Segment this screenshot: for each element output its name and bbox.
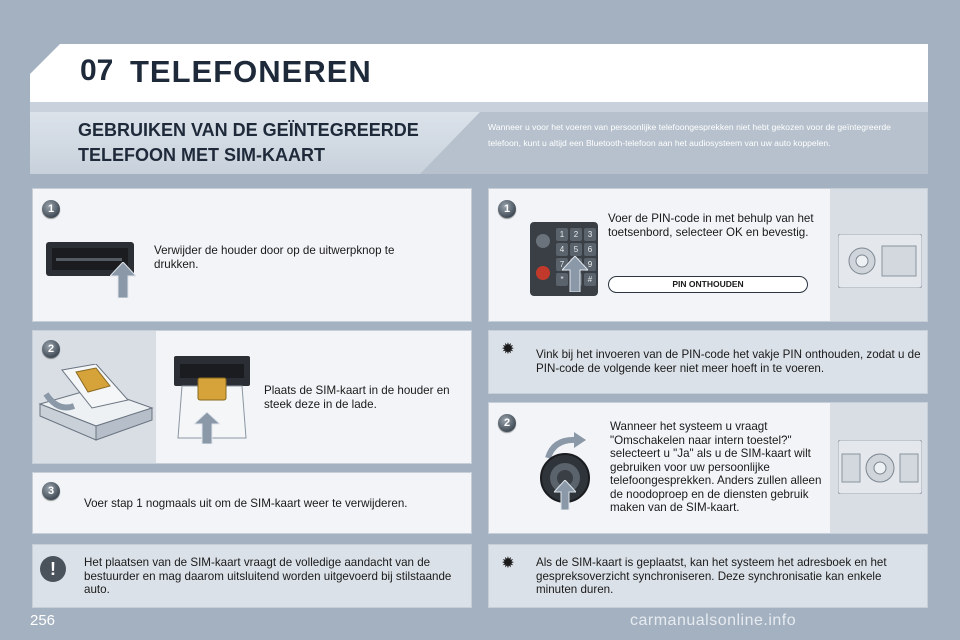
keypad-key: 5 <box>570 243 582 256</box>
tip-1-text: Vink bij het invoeren van de PIN-code het vakje PIN onthouden, zodat u de PIN-code de volgende keer niet meer hoeft in te voeren. <box>536 348 921 375</box>
insert-arrow-icon <box>194 412 220 444</box>
step-1-text: Verwijder de houder door op de uitwerpknop te drukken. <box>154 244 395 271</box>
keypad-key: 4 <box>556 243 568 256</box>
step-badge-2: 2 <box>42 340 60 358</box>
keypad-key: 1 <box>556 228 568 241</box>
keypad-key: 2 <box>570 228 582 241</box>
step-badge-1: 1 <box>42 200 60 218</box>
warning-icon: ! <box>40 556 66 582</box>
section-title: GEBRUIKEN VAN DE GEÏNTEGREERDE TELEFOON MET SIM-KAART <box>78 120 419 165</box>
step-badge-pin: 1 <box>498 200 516 218</box>
keypad-key: * <box>556 273 568 286</box>
call-icon <box>536 234 550 248</box>
lightbulb-icon: ✹ <box>501 341 515 358</box>
hangup-icon <box>536 266 550 280</box>
step-badge-switch: 2 <box>498 414 516 432</box>
page-number: 256 <box>30 612 56 629</box>
keypad-key: 6 <box>584 243 596 256</box>
tip-2-text: Als de SIM-kaart is geplaatst, kan het systeem het adresboek en het gespreksoverzicht synchroniseren. Deze synchronisatie kan enkele minuten duren. <box>536 556 887 596</box>
radio-panel-illustration-2 <box>838 440 922 494</box>
keypad-key: 3 <box>584 228 596 241</box>
keypad-key: # <box>584 273 596 286</box>
lightbulb-icon: ✹ <box>501 555 515 572</box>
step-badge-3: 3 <box>42 482 60 500</box>
sim-tray-illustration <box>36 364 154 446</box>
chapter-number: 07 <box>80 54 114 87</box>
radio-panel-illustration <box>838 234 922 288</box>
keypad-key: 9 <box>584 258 596 271</box>
switch-step-text: Wanneer het systeem u vraagt "Omschakelen naar intern toestel?" selecteert u "Ja" als u de SIM-kaart wilt gebruiken voor uw persoonlijke telefoongesprekken. Anders zullen alleen de noodoproep en de diensten gebruik maken van de SIM-kaart. <box>610 420 822 514</box>
push-arrow-icon <box>110 262 136 298</box>
header-divider <box>30 102 928 112</box>
intro-text: Wanneer u voor het voeren van persoonlijke telefoongesprekken niet hebt gekozen voor de geïntegreerde telefoon, kunt u altijd een Bluetooth-telefoon aan het audiosysteem van uw auto koppelen. <box>488 122 891 148</box>
chapter-title: TELEFONEREN <box>130 54 372 89</box>
pin-onthouden-button[interactable]: PIN ONTHOUDEN <box>608 276 808 293</box>
warning-text: Het plaatsen van de SIM-kaart vraagt de volledige aandacht van de bestuurder en mag daarom uitsluitend worden uitgevoerd bij stilstaande auto. <box>84 556 452 596</box>
keypad-key: 7 <box>556 258 568 271</box>
watermark: carmanualsonline.info <box>630 612 797 629</box>
press-knob-arrow-icon <box>554 480 576 510</box>
press-arrow-icon <box>562 256 588 292</box>
pin-step-text: Voer de PIN-code in met behulp van het toetsenbord, selecteer OK en bevestig. <box>608 212 814 239</box>
step-2-text: Plaats de SIM-kaart in de houder en steek deze in de lade. <box>264 384 450 411</box>
step-3-text: Voer stap 1 nogmaals uit om de SIM-kaart weer te verwijderen. <box>84 497 408 510</box>
